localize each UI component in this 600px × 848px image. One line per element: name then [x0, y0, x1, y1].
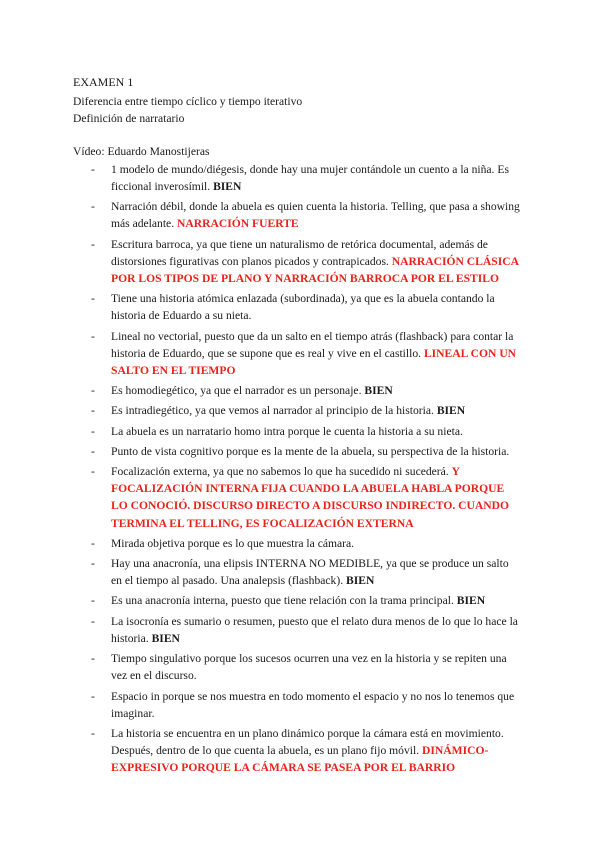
item-text: Hay una anacronía, una elipsis INTERNA NO MEDIBLE, ya que se produce un salto en el tiempo al pasado. Una analepsis (flashback). — [111, 557, 509, 588]
item-text: La historia se encuentra en un plano dinámico porque la cámara está en movimiento. Después, dentro de lo que cuenta la abuela, es un plano fijo móvil. — [111, 726, 504, 758]
list-item — [111, 592, 522, 609]
item-text: Es homodiegético, ya que el narrador es un personaje. — [111, 384, 365, 398]
correct-mark: BIEN — [213, 180, 242, 194]
item-text: Punto de vista cognitivo porque es la mente de la abuela, su perspectiva de la historia. — [111, 444, 510, 458]
correction-note: DINÁMICO-EXPRESIVO PORQUE LA CÁMARA SE PASEA POR EL BARRIO — [111, 744, 489, 775]
correction-note: NARRACIÓN FUERTE — [177, 217, 299, 231]
correct-mark: BIEN — [436, 404, 466, 418]
item-text: 1 modelo de mundo/diégesis, donde hay una mujer contándole un cuento a la niña. Es ficcional inverosímil. — [111, 162, 509, 194]
item-text: Tiempo singulativo porque los sucesos ocurren una vez en la historia y se repiten una vez en el discurso. — [111, 652, 507, 683]
list-item — [111, 555, 522, 589]
item-text: Escritura barroca, ya que tiene un naturalismo de retórica documental, además de distorsiones figurativas con planos picados y contrapicados. — [111, 237, 488, 268]
list-item — [111, 650, 522, 684]
correct-mark: BIEN — [364, 384, 393, 398]
correct-mark: BIEN — [346, 574, 375, 588]
item-text: Lineal no vectorial, puesto que da un salto en el tiempo atrás (flashback) para contar la historia de Eduardo, que se supone que es real y vive en el castillo. — [111, 329, 514, 360]
item-text: Es una anacronía interna, puesto que tiene relación con la trama principal. — [111, 594, 457, 608]
correction-note: NARRACIÓN CLÁSICA POR LOS TIPOS DE PLANO Y NARRACIÓN BARROCA POR EL ESTILO — [111, 254, 519, 286]
item-text: Narración débil, donde la abuela es quien cuenta la historia. Telling, que pasa a showing más adelante. — [111, 200, 520, 231]
list-item — [111, 198, 522, 232]
list-item — [111, 725, 522, 777]
notes-list — [73, 161, 522, 777]
correct-mark: BIEN — [151, 631, 180, 645]
list-item — [111, 328, 522, 380]
list-item — [111, 236, 522, 288]
list-item — [111, 382, 522, 399]
list-item — [111, 402, 522, 419]
correction-note: Y FOCALIZACIÓN INTERNA FIJA CUANDO LA ABUELA HABLA PORQUE LO CONOCIÓ. DISCURSO DIRECTO A DISCURSO INDIRECTO. CUANDO TERMINA EL TELLING, ES FOCALIZACIÓN EXTERNA — [111, 465, 510, 530]
item-text: Es intradiegético, ya que vemos al narrador al principio de la historia. — [111, 404, 437, 418]
spacer — [73, 128, 522, 143]
item-text: La isocronía es sumario o resumen, puesto que el relato dura menos de lo que lo hace la historia. — [111, 614, 518, 645]
item-text: Espacio in porque se nos muestra en todo momento el espacio y no nos lo tenemos que imaginar. — [111, 689, 515, 720]
list-item — [111, 443, 522, 460]
item-text: Tiene una historia atómica enlazada (subordinada), ya que es la abuela contando la historia de Eduardo a su nieta. — [111, 292, 495, 323]
item-text: Mirada objetiva porque es lo que muestra la cámara. — [111, 536, 355, 550]
video-heading: Vídeo: Eduardo Manostijeras — [73, 144, 210, 158]
item-text: La abuela es un narratario homo intra porque le cuenta la historia a su nieta. — [111, 424, 463, 438]
list-item — [111, 463, 522, 532]
list-item — [111, 535, 522, 552]
item-text: Focalización externa, ya que no sabemos lo que ha sucedido ni sucederá. — [111, 465, 452, 479]
exam-question-1: Diferencia entre tiempo cíclico y tiempo iterativo — [73, 95, 303, 109]
correct-mark: BIEN — [456, 594, 486, 608]
exam-title: EXAMEN 1 — [73, 75, 134, 89]
list-item — [111, 423, 522, 440]
list-item — [111, 290, 522, 324]
list-item — [111, 161, 522, 195]
correction-note: LINEAL CON UN SALTO EN EL TIEMPO — [111, 346, 517, 378]
list-item — [111, 613, 522, 647]
exam-question-2: Definición de narratario — [73, 112, 185, 126]
list-item — [111, 688, 522, 722]
